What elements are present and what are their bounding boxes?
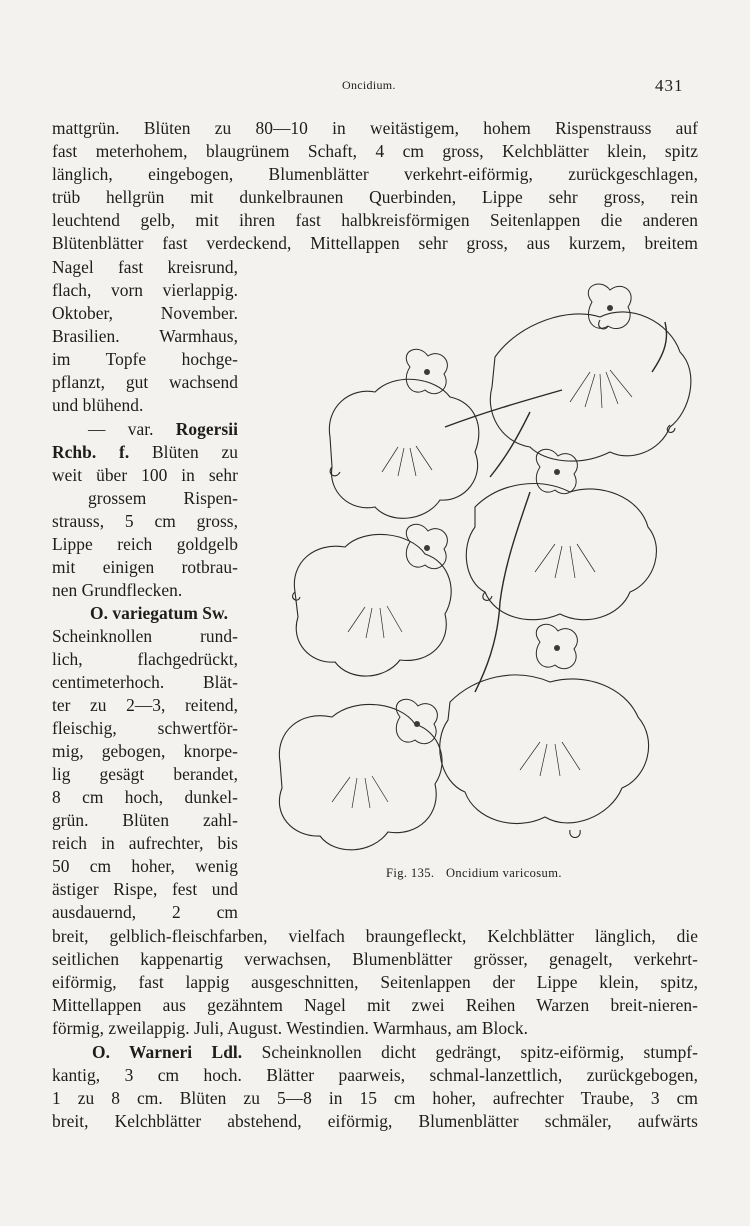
text-span: — var. <box>88 419 176 439</box>
text-line: weit über 100 in sehr <box>52 465 238 485</box>
text-line: länglich, eingebogen, Blumenblätter verkehrt-eiförmig, zurückgeschlagen, <box>52 164 698 184</box>
text-line: Blütenblätter fast verdeckend, Mittellappen sehr gross, aus kurzem, breitem <box>52 233 698 253</box>
page-number: 431 <box>655 76 684 95</box>
variety-heading <box>88 418 238 441</box>
text-line: eiförmig, fast lappig ausgeschnitten, Seitenlappen der Lippe klein, spitz, <box>52 972 698 992</box>
text-line: Lippe reich goldgelb <box>52 534 238 554</box>
author-citation: Rchb. f. <box>52 442 130 462</box>
text-line: Brasilien. Warmhaus, <box>52 326 238 346</box>
text-line: fleischig, schwertför- <box>52 718 238 738</box>
species-entry-line <box>92 1041 698 1064</box>
text-line: nen Grundflecken. <box>52 580 183 600</box>
text-line: und blühend. <box>52 395 144 415</box>
text-line: pflanzt, gut wachsend <box>52 372 238 392</box>
text-line: ausdauernd, 2 cm <box>52 902 238 922</box>
text-line: 8 cm hoch, dunkel- <box>52 787 238 807</box>
text-line: strauss, 5 cm gross, <box>52 511 238 531</box>
text-line: im Topfe hochge- <box>52 349 238 369</box>
text-line: reich in aufrechter, bis <box>52 833 238 853</box>
text-line: Nagel fast kreisrund, <box>52 257 238 277</box>
text-line: mattgrün. Blüten zu 80—10 in weitästigem, hohem Rispenstrauss auf <box>52 118 698 138</box>
text-line: breit, Kelchblätter abstehend, eiförmig, Blumenblätter schmäler, aufwärts <box>52 1111 698 1131</box>
text-line: grün. Blüten zahl- <box>52 810 238 830</box>
figure-oncidium <box>270 262 700 862</box>
text-line: leuchtend gelb, mit ihren fast halbkreisförmigen Seitenlappen die anderen <box>52 210 698 230</box>
text-line: 1 zu 8 cm. Blüten zu 5—8 in 15 cm hoher, aufrechter Traube, 3 cm <box>52 1088 698 1108</box>
species-name: O. Warneri Ldl. <box>92 1042 243 1062</box>
figure-caption <box>386 866 570 881</box>
text-line: fast meterhohem, blaugrünem Schaft, 4 cm gross, Kelchblätter klein, spitz <box>52 141 698 161</box>
text-line: flach, vorn vierlappig. <box>52 280 238 300</box>
figure-title: Oncidium varicosum. <box>445 866 562 880</box>
text-line: mit einigen rotbrau- <box>52 557 238 577</box>
species-name: Rogersii <box>175 419 238 439</box>
text-line: mig, gebogen, knorpe- <box>52 741 238 761</box>
text-line: 50 cm hoher, wenig <box>52 856 238 876</box>
species-heading <box>90 602 228 625</box>
orchid-illustration-icon <box>270 262 700 862</box>
text-span: Scheinknollen dicht gedrängt, spitz-eiförmig, stumpf- <box>242 1042 698 1062</box>
text-line: grossem Rispen- <box>88 488 238 508</box>
text-line: breit, gelblich-fleischfarben, vielfach braungefleckt, Kelchblätter länglich, die <box>52 926 698 946</box>
text-line: lich, flachgedrückt, <box>52 649 238 669</box>
running-head: Oncidium. <box>342 78 396 92</box>
text-line: ter zu 2—3, reitend, <box>52 695 238 715</box>
text-line: centimeterhoch. Blät- <box>52 672 238 692</box>
text-line: förmig, zweilappig. Juli, August. Westindien. Warmhaus, am Block. <box>52 1018 529 1038</box>
text-line: lig gesägt berandet, <box>52 764 238 784</box>
text-line: Mittellappen aus gezähntem Nagel mit zwei Reihen Warzen breit-nieren- <box>52 995 698 1015</box>
text-line: seitlichen kappenartig verwachsen, Blumenblätter grösser, genagelt, verkehrt- <box>52 949 698 969</box>
text-line: Scheinknollen rund- <box>52 626 238 646</box>
text-line: trüb hellgrün mit dunkelbraunen Querbinden, Lippe sehr gross, rein <box>52 187 698 207</box>
text-line: ästiger Rispe, fest und <box>52 879 238 899</box>
species-name: O. variegatum Sw. <box>90 603 229 623</box>
figure-label: Fig. 135. <box>386 866 435 880</box>
text-line: kantig, 3 cm hoch. Blätter paarweis, schmal-lanzettlich, zurückgebogen, <box>52 1065 698 1085</box>
text-line <box>52 441 238 464</box>
text-span: Blüten zu <box>129 442 239 462</box>
text-line: Oktober, November. <box>52 303 238 323</box>
